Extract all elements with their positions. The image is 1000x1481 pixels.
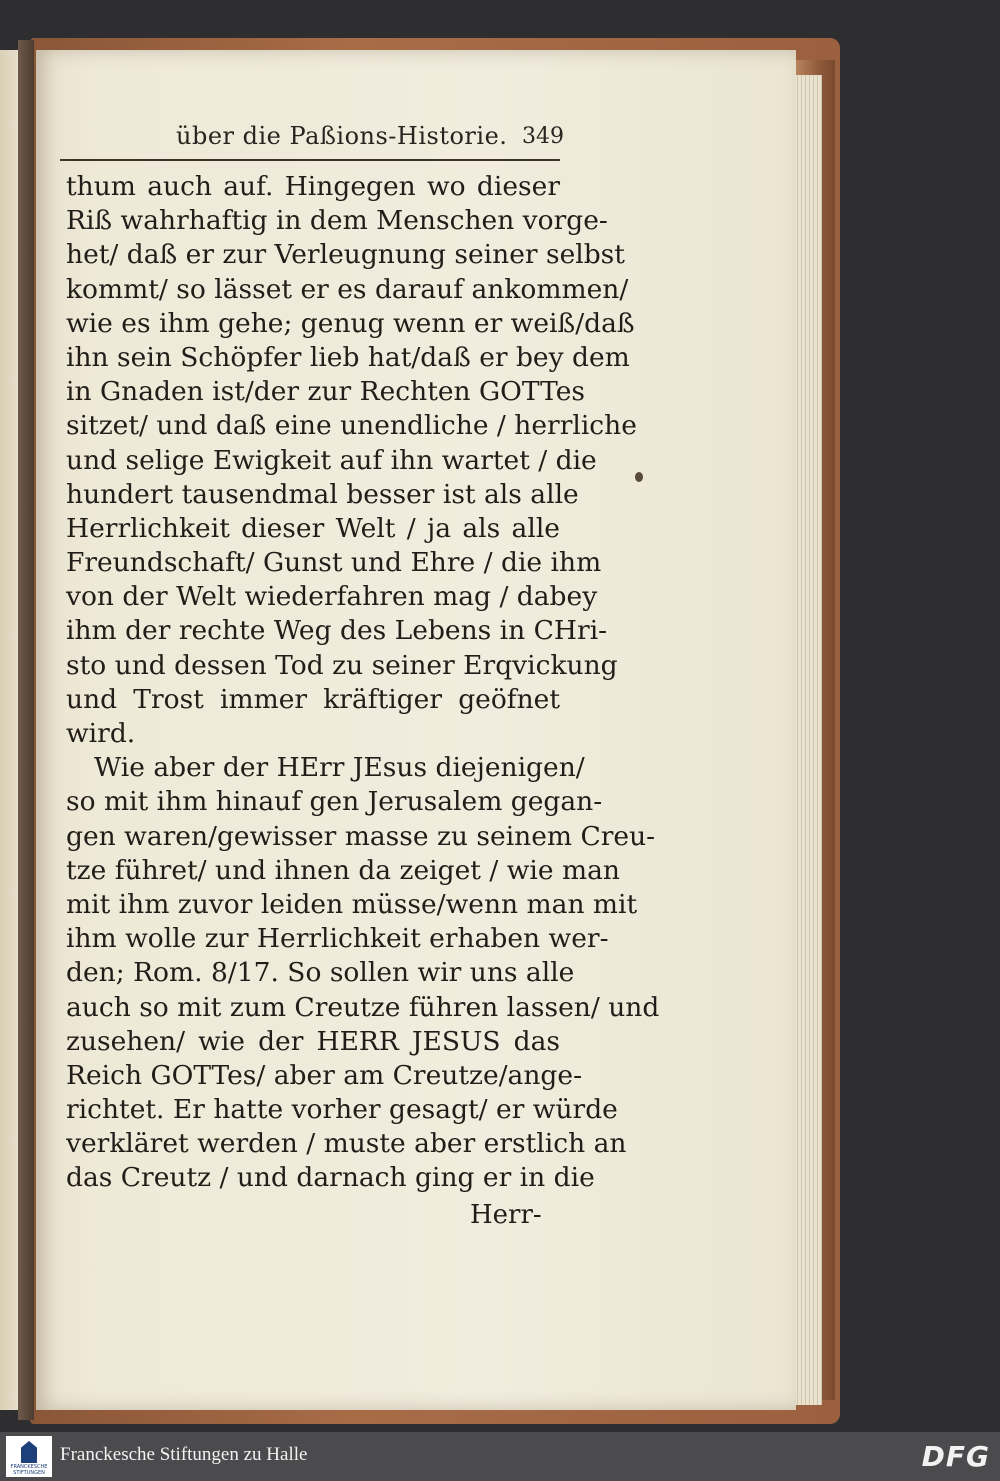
text-line: thum auch auf. Hingegen wo dieser bbox=[66, 171, 560, 202]
binding-gutter bbox=[18, 40, 34, 1420]
facing-page-sliver bbox=[0, 50, 18, 1410]
text-line: wird. bbox=[66, 718, 136, 749]
text-line: den; Rom. 8/17. So sollen wir uns alle bbox=[66, 957, 575, 989]
text-line: ihn sein Schöpfer lieb hat/daß er bey dem bbox=[66, 341, 630, 373]
page-number: 349 bbox=[522, 124, 564, 149]
text-line: hundert tausendmal besser ist als alle bbox=[66, 478, 579, 510]
text-line: wie es ihm gehe; genug wenn er weiß/daß bbox=[66, 307, 635, 339]
text-line: sitzet/ und daß eine unendliche / herrliche bbox=[66, 410, 637, 442]
dfg-logo[interactable]: DFG bbox=[921, 1440, 990, 1473]
page-header bbox=[176, 118, 564, 158]
text-line: gen waren/gewisser masse zu seinem Creu- bbox=[66, 820, 656, 852]
text-line: von der Welt wiederfahren mag / dabey bbox=[66, 581, 598, 613]
logo-mark bbox=[21, 1441, 37, 1463]
text-line: und Trost immer kräftiger geöfnet bbox=[66, 683, 560, 715]
viewer-footer bbox=[0, 1432, 1000, 1481]
text-line: sto und dessen Tod zu seiner Erqvickung bbox=[66, 649, 618, 681]
text-line: und selige Ewigkeit auf ihn wartet / die bbox=[66, 444, 597, 476]
text-line: Reich GOTTes/ aber am Creutze/ange- bbox=[66, 1059, 583, 1091]
text-line: ihm der rechte Weg des Lebens in CHri- bbox=[66, 615, 608, 647]
text-line: Herrlichkeit dieser Welt / ja als alle bbox=[66, 512, 560, 544]
catchword: Herr- bbox=[470, 1200, 542, 1230]
text-line: mit ihm zuvor leiden müsse/wenn man mit bbox=[66, 888, 638, 920]
ink-smudge bbox=[635, 472, 643, 482]
francke-logo-icon[interactable] bbox=[6, 1436, 52, 1477]
institution-link[interactable]: Franckesche Stiftungen zu Halle bbox=[60, 1444, 308, 1465]
text-line: richtet. Er hatte vorher gesagt/ er würde bbox=[66, 1094, 618, 1126]
header-rule bbox=[60, 159, 560, 161]
text-line: zusehen/ wie der HERR JESUS das bbox=[66, 1025, 560, 1057]
text-line: kommt/ so lässet er es darauf ankommen/ bbox=[66, 273, 629, 305]
text-line: Riß wahrhaftig in dem Menschen vorge- bbox=[66, 205, 608, 237]
text-line: so mit ihm hinauf gen Jerusalem gegan- bbox=[66, 786, 603, 818]
logo-text: FRANCKESCHE STIFTUNGEN bbox=[10, 1464, 48, 1476]
text-line: in Gnaden ist/der zur Rechten GOTTes bbox=[66, 376, 585, 408]
text-line: tze führet/ und ihnen da zeiget / wie man bbox=[66, 854, 620, 886]
text-line: Wie aber der HErr JEsus diejenigen/ bbox=[94, 752, 585, 784]
text-line: het/ daß er zur Verleugnung seiner selbst bbox=[66, 239, 625, 271]
text-line: auch so mit zum Creutze führen lassen/ und bbox=[66, 991, 660, 1023]
text-line: Freundschaft/ Gunst und Ehre / die ihm bbox=[66, 547, 602, 579]
text-line: das Creutz / und darnach ging er in die bbox=[66, 1162, 595, 1194]
running-title: über die Paßions-Historie. bbox=[176, 122, 508, 150]
text-line: verkläret werden / muste aber erstlich an bbox=[66, 1128, 627, 1160]
body-text bbox=[66, 170, 660, 1196]
text-line: ihm wolle zur Herrlichkeit erhaben wer- bbox=[66, 923, 609, 955]
